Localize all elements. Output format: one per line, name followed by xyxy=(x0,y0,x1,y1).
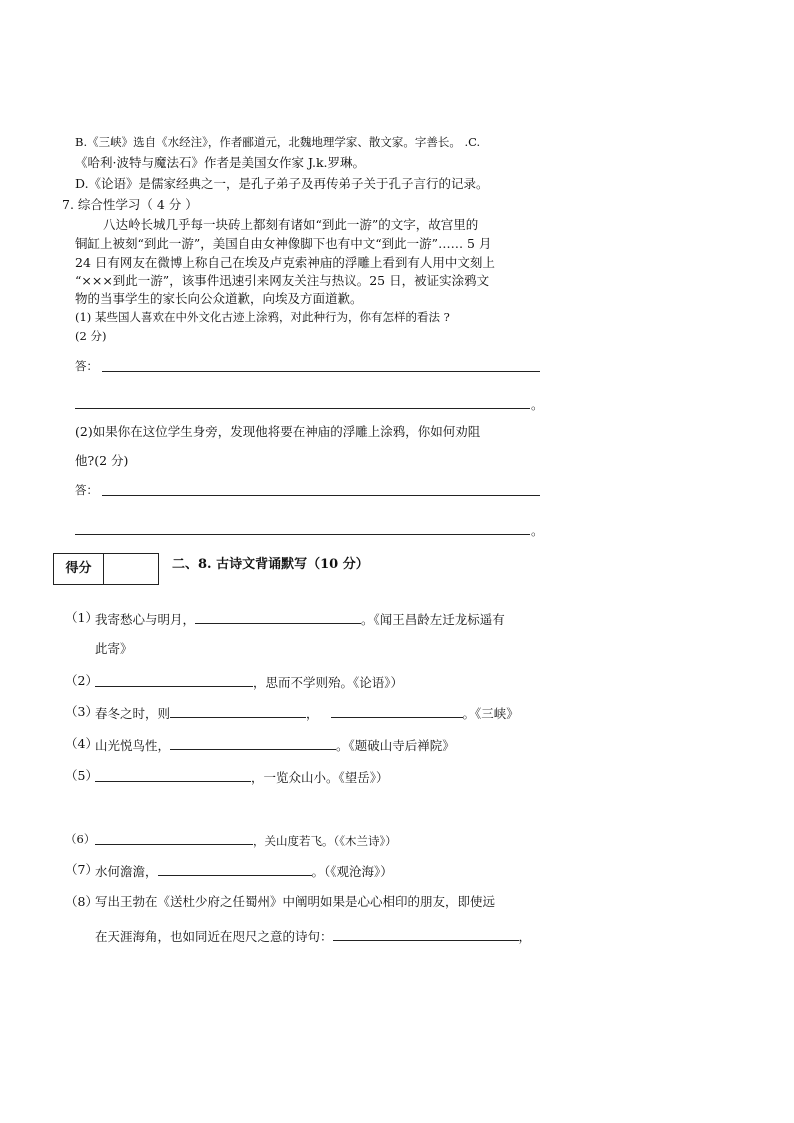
fill-item xyxy=(95,672,403,692)
q7-passage-line: 八达岭长城几乎每一块砖上都刻有诸如“到此一游”的文字，故宫里的 xyxy=(103,217,479,232)
fill-blank[interactable] xyxy=(195,609,361,624)
q7-passage-line: 物的当事学生的家长向公众道歉，向埃及方面道歉。 xyxy=(75,291,363,306)
item-text: 写出王勃在《送杜少府之任蜀州》中阐明如果是心心相印的朋友，即使远 xyxy=(95,894,496,909)
answer-blank[interactable] xyxy=(75,534,530,535)
fill-item xyxy=(95,703,519,723)
fill-blank[interactable] xyxy=(95,767,251,782)
item-text-post: 。《闻王昌龄左迁龙标遥有 xyxy=(361,612,505,627)
fill-item xyxy=(95,926,531,946)
item-text-post: ，关山度若飞。（《木兰诗》） xyxy=(253,834,397,848)
item-text-pre: 春冬之时，则 xyxy=(95,706,171,721)
answer-label: 答： xyxy=(75,359,98,373)
item-number: （5） xyxy=(65,768,98,783)
fill-blank[interactable] xyxy=(170,703,306,718)
section2-title: 二、8. 古诗文背诵默写（10 分） xyxy=(172,557,369,572)
item-text-pre: 在天涯海角，也如同近在咫尺之意的诗句： xyxy=(95,929,333,944)
answer-label: 答： xyxy=(75,483,98,497)
item-number: （8） xyxy=(65,894,98,909)
q6-option-b: B.《三峡》选自《水经注》，作者郦道元，北魏地理学家、散文家。字善长。 .C. xyxy=(75,135,481,149)
item-number: （1） xyxy=(65,610,98,625)
item-text-post: ，一览众山小。《望岳》） xyxy=(251,770,389,785)
q7-heading: 7. 综合性学习（ 4 分 ） xyxy=(62,197,198,212)
fill-item xyxy=(95,767,389,787)
q7-passage-line: “×××到此一游”，该事件迅速引来网友关注与热议。25 日，被证实涂鸦文 xyxy=(75,273,490,288)
fill-blank[interactable] xyxy=(158,861,312,876)
fill-item xyxy=(95,861,393,881)
item-number: （4） xyxy=(65,736,98,751)
q7-sub1-points: (2 分) xyxy=(75,329,107,343)
item-text-post: ，思而不学则殆。《论语》） xyxy=(253,675,404,690)
item-text-mid: ， xyxy=(306,706,319,721)
fill-blank[interactable] xyxy=(95,830,253,845)
q6-option-d: D.《论语》是儒家经典之一，是孔子弟子及再传弟子关于孔子言行的记录。 xyxy=(75,176,489,191)
period: 。 xyxy=(531,397,544,412)
q6-option-c: 《哈利·波特与魔法石》作者是美国女作家 J.k.罗琳。 xyxy=(75,155,366,170)
fill-blank[interactable] xyxy=(170,735,336,750)
item-number: （6） xyxy=(65,832,96,846)
q7-passage-line: 24 日有网友在微博上称自己在埃及卢克索神庙的浮雕上看到有人用中文刻上 xyxy=(75,255,495,270)
item-number: （7） xyxy=(65,862,98,877)
answer-blank[interactable] xyxy=(102,371,540,372)
fill-item xyxy=(95,609,505,629)
item-text-post: 。《三峡》 xyxy=(462,706,519,721)
item-number: （2） xyxy=(65,673,98,688)
score-field[interactable] xyxy=(104,554,158,584)
item-text-pre: 山光悦鸟性， xyxy=(95,738,171,753)
period: 。 xyxy=(531,523,544,538)
item-text-pre: 我寄愁心与明月， xyxy=(95,612,196,627)
item-number: （3） xyxy=(65,704,98,719)
score-label: 得分 xyxy=(54,554,104,584)
q7-sub2-points: 他?(2 分) xyxy=(75,453,129,468)
q7-sub1-question: (1) 某些国人喜欢在中外文化古迹上涂鸦，对此种行为，你有怎样的看法 ? xyxy=(75,310,450,324)
fill-blank[interactable] xyxy=(331,703,463,718)
answer-blank[interactable] xyxy=(75,408,530,409)
item-text-post: 。《题破山寺后禅院》 xyxy=(336,738,455,753)
item-text-pre: 水何澹澹， xyxy=(95,864,158,879)
fill-blank[interactable] xyxy=(95,672,253,687)
fill-item xyxy=(95,735,455,755)
q7-sub2-question: (2)如果你在这位学生身旁，发现他将要在神庙的浮雕上涂鸦，你如何劝阻 xyxy=(75,424,481,439)
fill-item xyxy=(95,830,397,850)
item-text-continued: 此寄》 xyxy=(95,641,133,656)
item-text-post: 。（《观沧海》） xyxy=(311,864,393,879)
fill-blank[interactable] xyxy=(333,926,519,941)
answer-blank[interactable] xyxy=(102,495,540,496)
score-box xyxy=(53,553,159,585)
item-text-post: ， xyxy=(518,929,532,944)
q7-passage-line: 铜缸上被刻“到此一游”，美国自由女神像脚下也有中文“到此一游”…… 5 月 xyxy=(75,236,492,251)
